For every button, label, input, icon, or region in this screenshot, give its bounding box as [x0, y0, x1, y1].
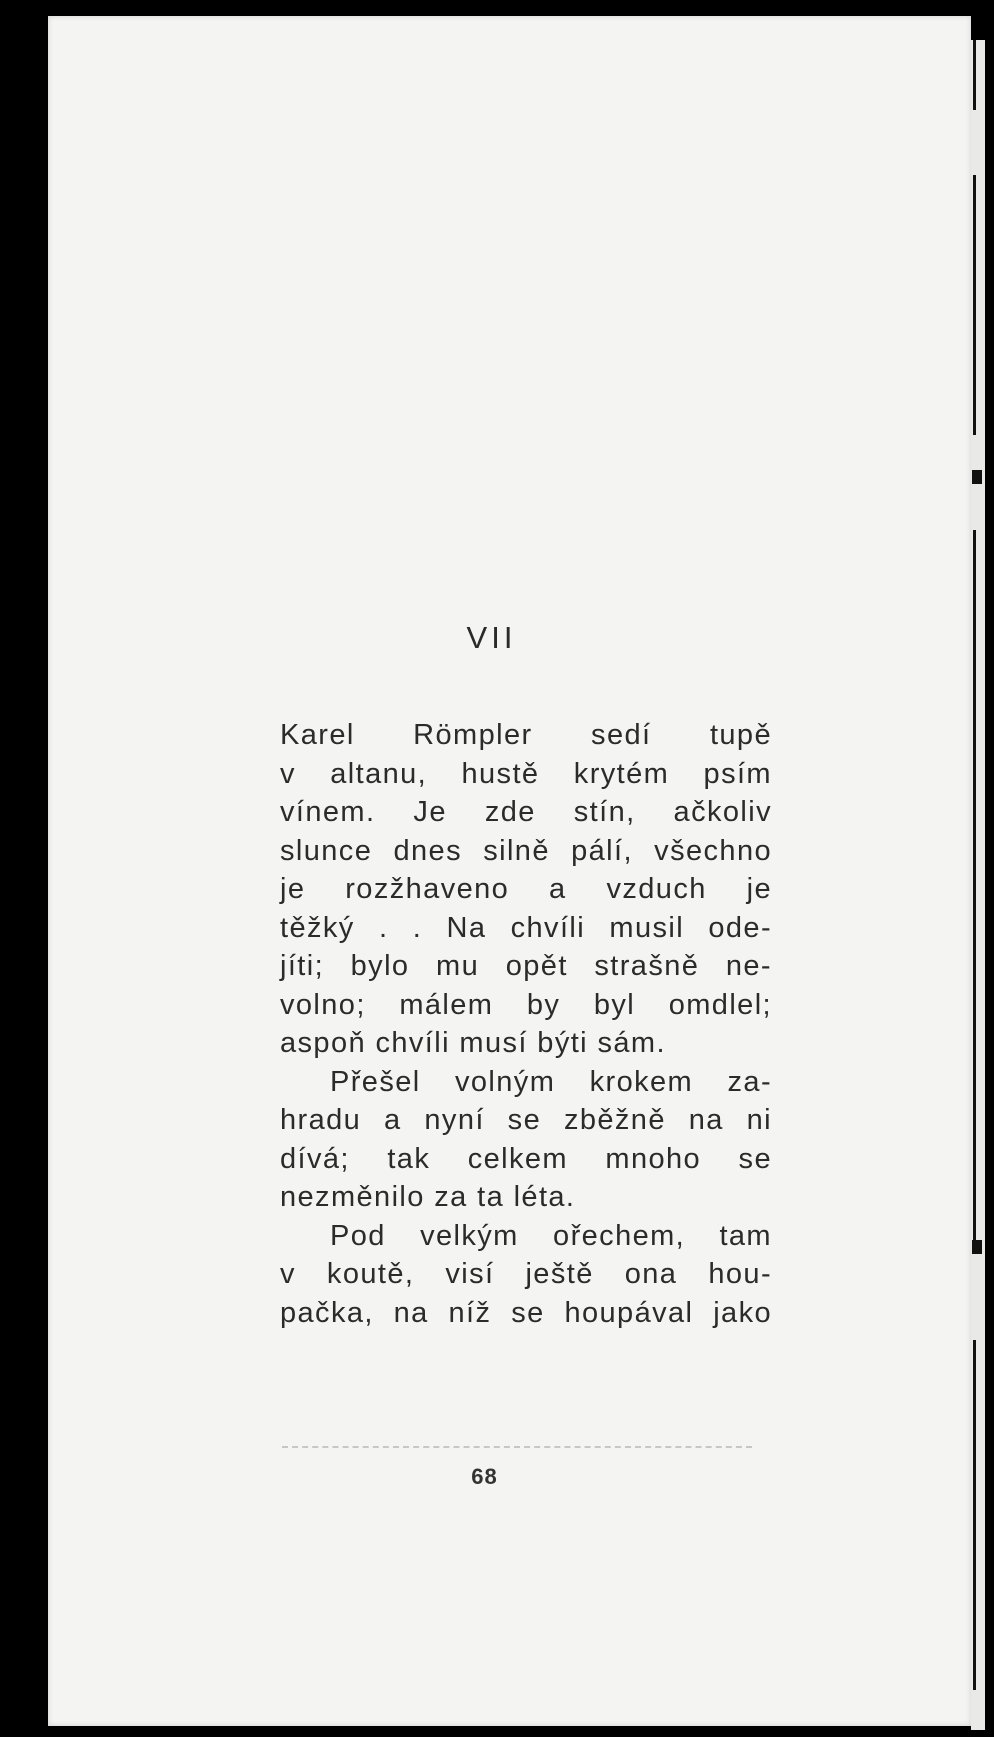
text-line: aspoň chvíli musí býti sám. — [280, 1027, 666, 1059]
text-line: slunce dnes silně pálí, všechno — [280, 834, 772, 867]
text-line: dívá; tak celkem mnoho se — [280, 1142, 772, 1175]
page-edge-notch-1 — [972, 470, 982, 484]
text-line: v koutě, visí ještě ona hou- — [280, 1258, 772, 1290]
page-edge-line-3 — [973, 530, 976, 1250]
text-line: těžký . . Na chvíli musil ode- — [280, 911, 772, 944]
page-edge-line-2 — [973, 175, 976, 435]
body-text — [280, 716, 772, 1332]
text-line: volno; málem by byl omdlel; — [280, 988, 772, 1021]
text-line: Pod velkým ořechem, tam — [330, 1219, 772, 1252]
footer-rule — [282, 1446, 752, 1448]
text-line: hradu a nyní se zběžně na ni — [280, 1104, 772, 1136]
text-line: jíti; bylo mu opět strašně ne- — [280, 950, 772, 982]
text-line: pačka, na níž se houpával jako — [280, 1296, 772, 1329]
text-line: v altanu, hustě krytém psím — [280, 757, 772, 790]
text-line: Přešel volným krokem za- — [330, 1065, 772, 1098]
page-number: 68 — [471, 1464, 498, 1489]
page-edge-line-1 — [973, 40, 976, 110]
page-edge-line-4 — [973, 1340, 976, 1690]
text-line: Karel Römpler sedí tupě — [280, 719, 772, 751]
chapter-heading: VII — [466, 620, 517, 655]
text-line: vínem. Je zde stín, ačkoliv — [280, 796, 772, 828]
text-line: je rozžhaveno a vzduch je — [280, 873, 772, 905]
text-line: nezměnilo za ta léta. — [280, 1181, 576, 1213]
page-edge-notch-2 — [972, 1240, 982, 1254]
